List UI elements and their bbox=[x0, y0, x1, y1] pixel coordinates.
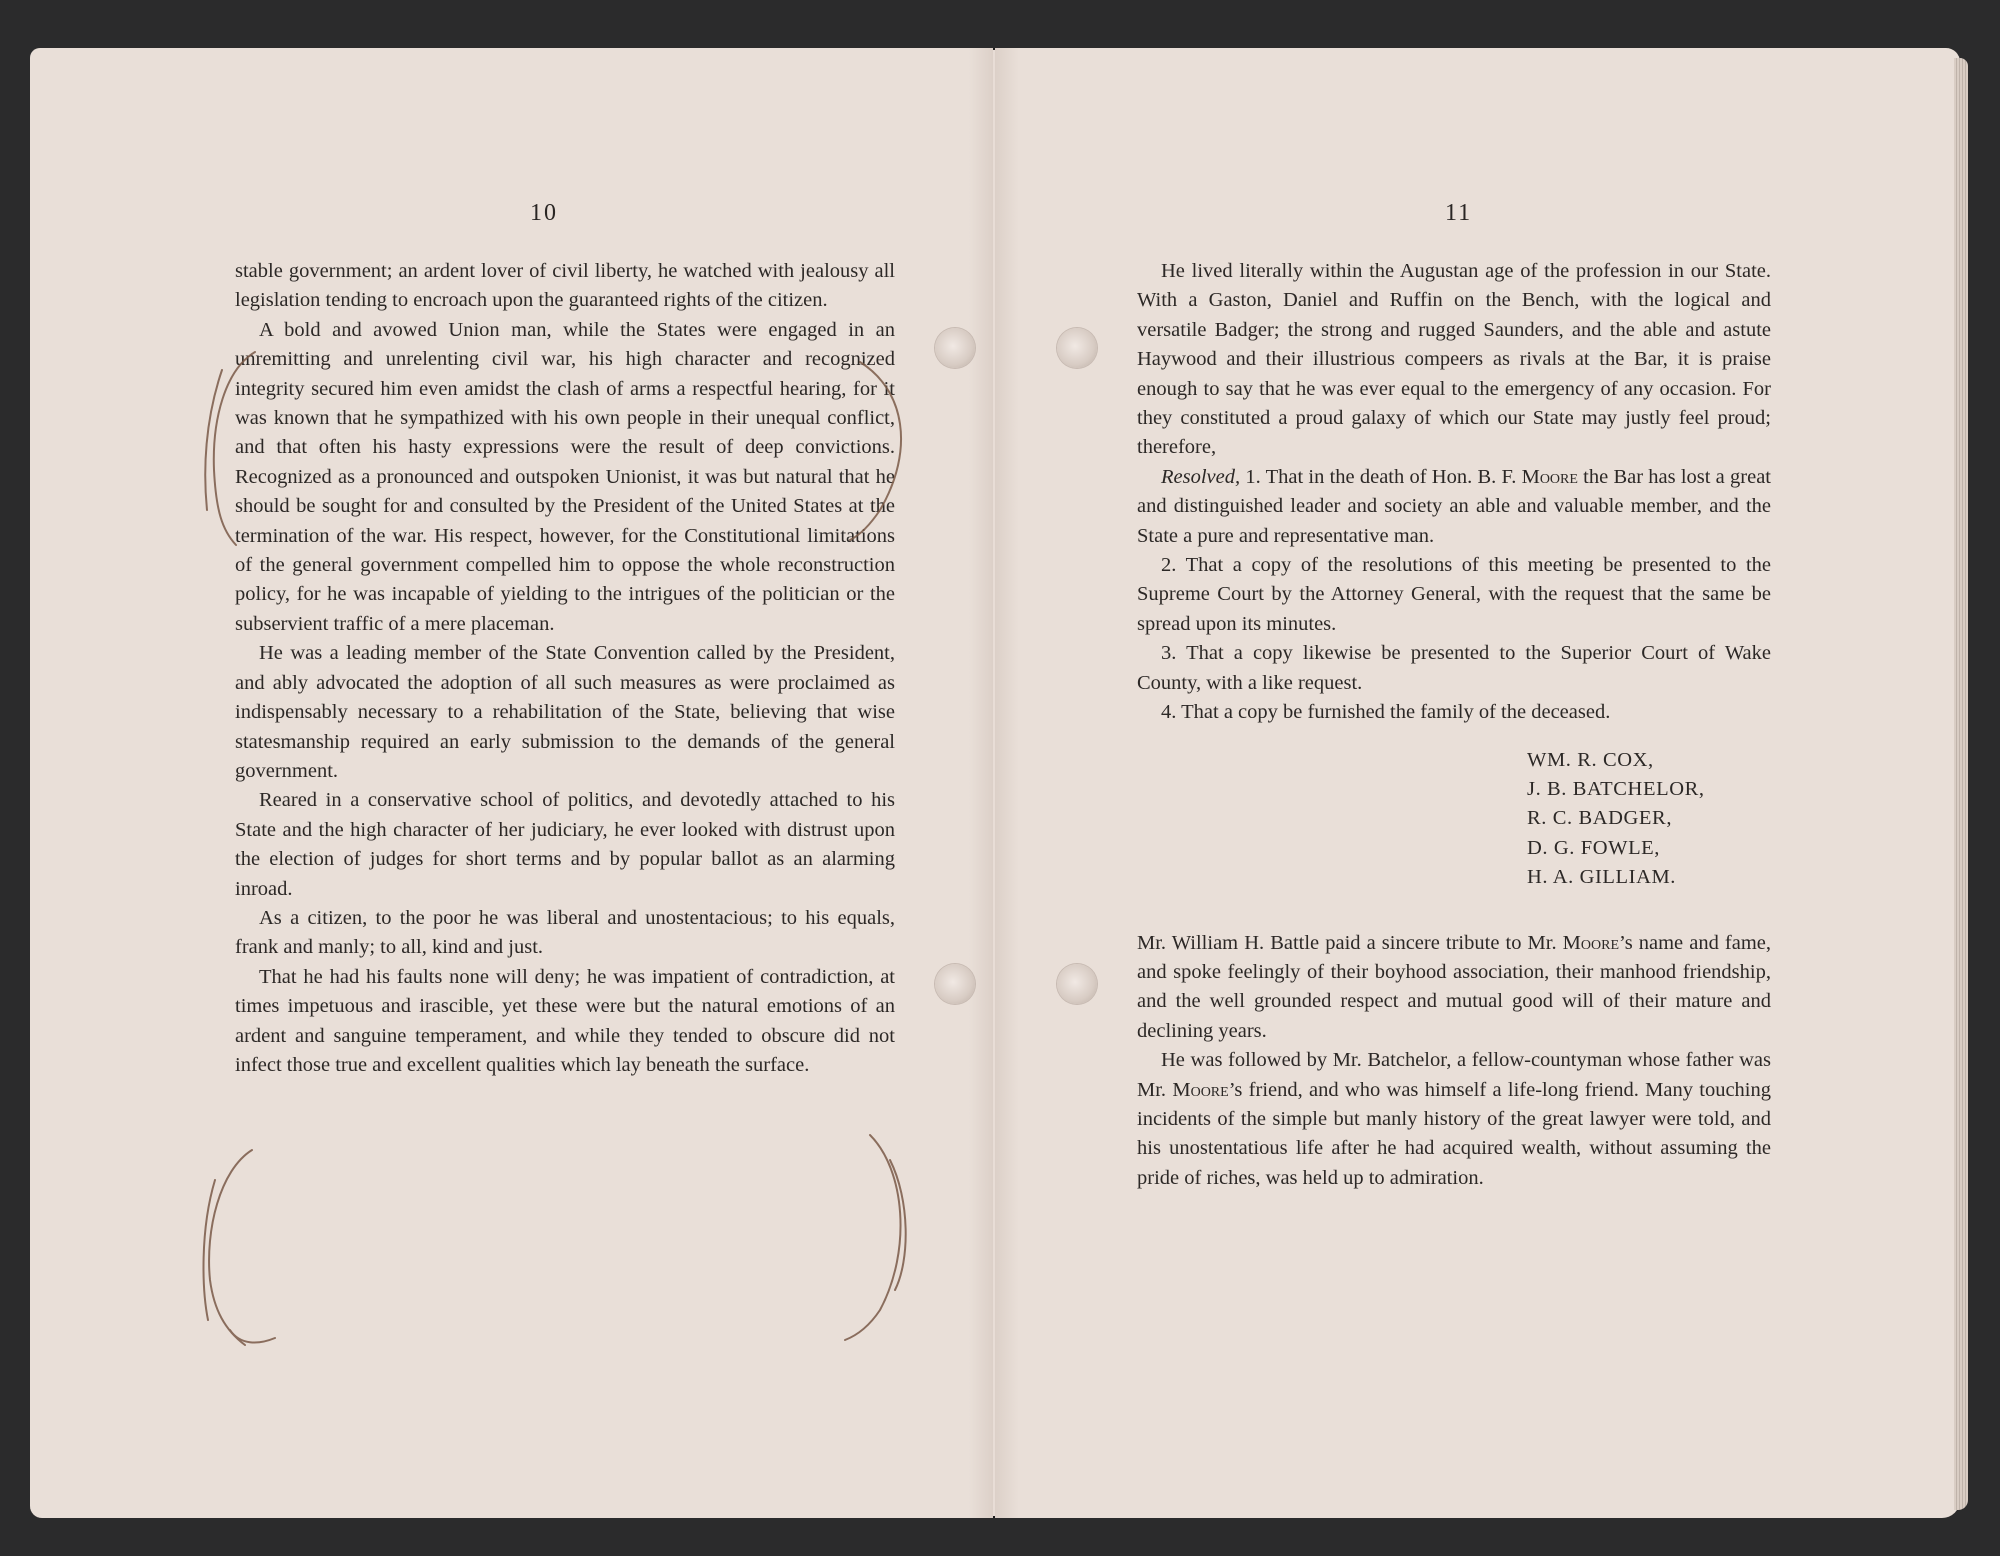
paragraph: As a citizen, to the poor he was liberal and unostentacious; to his equals, frank and manly; to all, kind and just. bbox=[235, 906, 895, 959]
paragraph: He lived literally within the Augustan age of the profession in our State. With a Gaston, Daniel and Ruffin on the Bench, with the logical and versatile Badger; the strong and rugged Saunders, and the able and astute Haywood and their illustrious compeers as rivals at the Bar, it is praise enough to say that he was ever equal to the emergency of any occasion. For they constituted a proud galaxy of which our State may justly feel proud; therefore, bbox=[1137, 260, 1771, 459]
right-page-text bbox=[1137, 257, 1771, 1193]
right-page bbox=[995, 48, 1960, 1518]
batchelor-paragraph: He was followed by Mr. Batchelor, a fellow-countyman whose father was Mr. Moore’s friend, and who was himself a life-long friend. Many touching incidents of the simple but manly history of the great lawyer were told, and his unostentatious life after he had acquired wealth, without assuming the pride of riches, was held up to admiration. bbox=[1137, 1049, 1771, 1189]
signatory: H. A. GILLIAM. bbox=[1527, 866, 1677, 889]
paragraph: That he had his faults none will deny; he was impatient of contradiction, at times impetuous and irascible, yet these were but the natural emotions of an ardent and sanguine temperament, and while they tended to obscure did not infect those true and excellent qualities which lay beneath the surface. bbox=[235, 965, 895, 1076]
page-number-right: 11 bbox=[1445, 200, 1473, 226]
signatory: J. B. BATCHELOR, bbox=[1527, 777, 1705, 800]
resolved-label: Resolved, bbox=[1161, 465, 1241, 488]
resolution-4: 4. That a copy be furnished the family of the deceased. bbox=[1161, 701, 1611, 724]
binding-hole bbox=[1057, 328, 1097, 368]
binding-hole bbox=[935, 964, 975, 1004]
resolution-2: 2. That a copy of the resolutions of this meeting be presented to the Supreme Court by the Attorney General, with the request that the same be spread upon its minutes. bbox=[1137, 554, 1771, 635]
binding-hole bbox=[1057, 964, 1097, 1004]
signatories bbox=[1527, 746, 1771, 893]
paragraph: stable government; an ardent lover of civil liberty, he watched with jealousy all legislation tending to encroach upon the guaranteed rights of the citizen. bbox=[235, 260, 895, 312]
binding-hole bbox=[935, 328, 975, 368]
paragraph: He was a leading member of the State Convention called by the President, and ably advocated the adoption of all such measures as were proclaimed as indispensably necessary to a rehabilitation of the State, believing that wise statesmanship required an early submission to the demands of the general government. bbox=[235, 642, 895, 782]
signatory: D. G. FOWLE, bbox=[1527, 836, 1661, 859]
signatory: R. C. BADGER, bbox=[1527, 807, 1673, 830]
battle-paragraph: Mr. William H. Battle paid a sincere tribute to Mr. Moore’s name and fame, and spoke feelingly of their boyhood association, their manhood friendship, and the well grounded respect and mutual good will of their mature and declining years. bbox=[1137, 931, 1771, 1042]
signatory: WM. R. COX, bbox=[1527, 748, 1654, 771]
left-page-text bbox=[235, 257, 895, 1080]
resolution-1: Resolved, 1. That in the death of Hon. B. F. Moore the Bar has lost a great and distinguished leader and society an able and valuable member, and the State a pure and representative man. bbox=[1137, 465, 1771, 547]
resolution-3: 3. That a copy likewise be presented to the Superior Court of Wake County, with a like request. bbox=[1137, 642, 1771, 694]
page-edges bbox=[1954, 58, 1968, 1510]
paragraph: Reared in a conservative school of politics, and devotedly attached to his State and the high character of her judiciary, he ever looked with distrust upon the election of judges for short terms and by popular ballot as an alarming inroad. bbox=[235, 789, 895, 900]
open-pamphlet bbox=[30, 48, 1960, 1518]
paragraph: A bold and avowed Union man, while the States were engaged in an unremitting and unrelenting civil war, his high character and recognized integrity secured him even amidst the clash of arms a respectful hearing, for it was known that he sympathized with his own people in their unequal conflict, and that often his hasty expressions were the result of deep convictions. Recognized as a pronounced and outspoken Unionist, it was but natural that he should be sought for and consulted by the President of the United States at the termination of the war. His respect, however, for the Constitutional limitations of the general government compelled him to oppose the whole reconstruction policy, for he was incapable of yielding to the intrigues of the politician or the subservient traffic of a mere placeman. bbox=[235, 318, 895, 635]
page-number-left: 10 bbox=[530, 200, 558, 226]
left-page bbox=[30, 48, 993, 1518]
